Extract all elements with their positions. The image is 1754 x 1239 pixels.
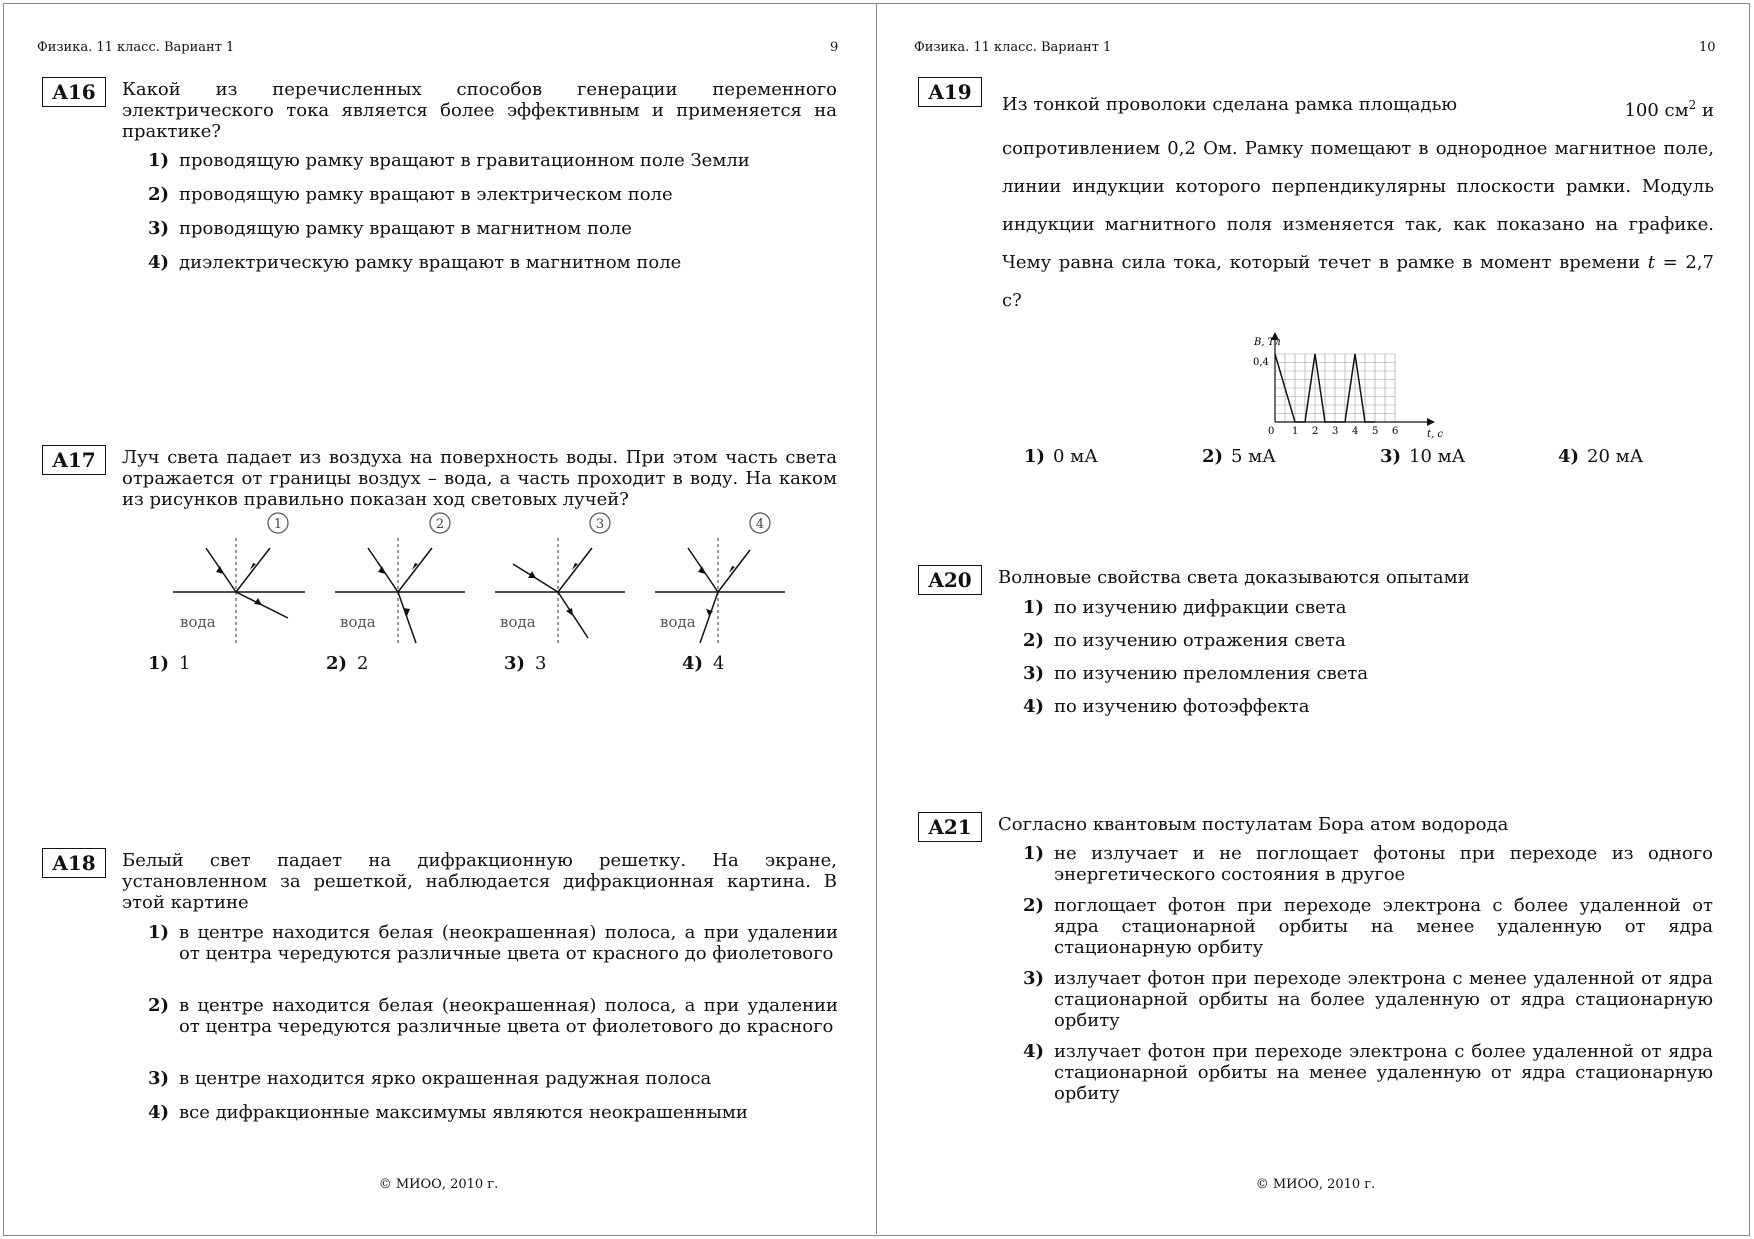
x-tick-label: 2 — [1312, 426, 1319, 437]
option-text: не излучает и не поглощает фотоны при переходе из одного энергетического состояния в другое — [1054, 843, 1713, 885]
option-number: 2) — [148, 184, 170, 205]
figure-number: 1 — [273, 517, 283, 532]
option-number: 4) — [1023, 1041, 1045, 1062]
option-a21-2 — [1023, 895, 1713, 961]
option-number: 4) — [148, 1102, 170, 1123]
option-a16-4 — [148, 252, 848, 276]
x-ticks — [1268, 426, 1398, 437]
option-text: диэлектрическую рамку вращают в магнитном поле — [179, 252, 682, 273]
time-variable: t — [1647, 252, 1655, 273]
x-tick-label: 1 — [1292, 426, 1299, 437]
option-number: 3) — [504, 653, 526, 674]
question-text-a16: Какой из перечисленных способов генерации переменного электрического тока является более эффективным и применяется на практике? — [122, 79, 837, 142]
option-number: 2) — [148, 995, 170, 1016]
x-tick-label: 3 — [1332, 426, 1339, 437]
option-number: 4) — [1023, 696, 1045, 717]
option-a20-1 — [1023, 597, 1713, 621]
option-a18-4 — [148, 1102, 838, 1126]
option-a18-2 — [148, 995, 838, 1061]
right-page — [877, 0, 1754, 1239]
option-text: излучает фотон при переходе электрона с менее удаленной от ядра стационарной орбиты на более удаленную от ядра стационарную орбиту — [1054, 968, 1713, 1031]
header-title: Физика. 11 класс. Вариант 1 — [37, 40, 235, 55]
page-number: 9 — [830, 40, 839, 55]
option-a19-2 — [1202, 446, 1276, 467]
ray-figure-4 — [655, 513, 785, 643]
option-number: 3) — [1380, 446, 1402, 467]
question-text-a17: Луч света падает из воздуха на поверхность воды. При этом часть света отражается от границы воздух – вода, а часть проходит в воду. На каком из рисунков правильно показан ход световых лучей? — [122, 447, 837, 510]
question-label-a19: A19 — [918, 77, 982, 107]
figure-number: 3 — [595, 517, 605, 532]
question-label-a17: A17 — [42, 445, 106, 475]
time-value: = 2,7 с? — [1002, 252, 1714, 311]
option-a17-2 — [326, 653, 426, 677]
header-title: Физика. 11 класс. Вариант 1 — [914, 40, 1112, 55]
figure-number: 4 — [755, 517, 765, 532]
option-number: 4) — [1558, 446, 1580, 467]
area-exponent: 2 — [1688, 98, 1697, 112]
y-tick-label: 0,4 — [1253, 357, 1269, 368]
option-text: в центре находится белая (неокрашенная) полоса, а при удалении от центра чередуются различные цвета от фиолетового до красного — [179, 995, 838, 1037]
question-label-a18: A18 — [42, 848, 106, 878]
question-label-a21: A21 — [918, 812, 982, 842]
text-part: сопротивлением 0,2 Ом. Рамку помещают в однородное магнитное поле, линии индукции которого перпендикулярны плоскости рамки. Модуль индукции магнитного поля изменяется так, как показано на графике. Чему равна сила тока, который течет в рамке в момент времени — [1002, 138, 1714, 273]
option-a18-1 — [148, 922, 838, 988]
option-number: 3) — [1023, 968, 1045, 989]
option-a20-4 — [1023, 696, 1713, 720]
option-a19-4 — [1558, 446, 1643, 467]
medium-label: вода — [500, 613, 536, 631]
question-text-a20: Волновые свойства света доказываются опытами — [998, 567, 1470, 588]
text-part: Из тонкой проволоки сделана рамка площадью — [1002, 94, 1458, 115]
x-axis-arrow — [1427, 418, 1435, 426]
ray-diagrams — [160, 508, 800, 648]
option-text: 10 мА — [1409, 446, 1466, 467]
area-number: 100 см — [1624, 100, 1689, 121]
option-text: проводящую рамку вращают в магнитном поле — [179, 218, 632, 239]
chart-grid — [1275, 354, 1395, 422]
question-text-a18: Белый свет падает на дифракционную решетку. На экране, установленном за решеткой, наблюдается дифракционная картина. В этой картине — [122, 850, 837, 913]
option-a17-4 — [682, 653, 782, 677]
option-text: в центре находится белая (неокрашенная) полоса, а при удалении от центра чередуются различные цвета от красного до фиолетового — [179, 922, 838, 964]
option-text: 4 — [713, 653, 725, 674]
medium-label: вода — [340, 613, 376, 631]
option-a17-1 — [148, 653, 248, 677]
option-text: 1 — [179, 653, 191, 674]
y-axis-label: B, Тл — [1254, 337, 1281, 348]
option-text: в центре находится ярко окрашенная радужная полоса — [179, 1068, 712, 1089]
option-text: 20 мА — [1587, 446, 1644, 467]
option-number: 1) — [1023, 597, 1045, 618]
option-a17-3 — [504, 653, 604, 677]
figure-number: 2 — [435, 517, 445, 532]
question-line-1 — [1002, 86, 1714, 130]
option-a16-1 — [148, 150, 848, 174]
x-tick-label: 5 — [1372, 426, 1379, 437]
option-number: 3) — [148, 218, 170, 239]
option-a18-3 — [148, 1068, 838, 1092]
option-text: 3 — [535, 653, 547, 674]
option-number: 2) — [1202, 446, 1224, 467]
option-a19-3 — [1380, 446, 1465, 467]
option-text: по изучению фотоэффекта — [1054, 696, 1310, 717]
option-text: поглощает фотон при переходе электрона с более удаленной от ядра стационарной орбиты на менее удаленную от ядра стационарную орбиту — [1054, 895, 1713, 958]
b-vs-t-chart — [1252, 330, 1452, 442]
option-a20-2 — [1023, 630, 1713, 654]
x-axis-label: t, с — [1427, 429, 1443, 440]
option-number: 4) — [682, 653, 704, 674]
x-tick-label: 0 — [1268, 426, 1275, 437]
option-a21-1 — [1023, 843, 1713, 887]
option-number: 2) — [1023, 630, 1045, 651]
page-number: 10 — [1699, 40, 1716, 55]
medium-label: вода — [180, 613, 216, 631]
ray-figure-2 — [335, 513, 465, 643]
option-text: проводящую рамку вращают в электрическом поле — [179, 184, 673, 205]
question-label-a20: A20 — [918, 565, 982, 595]
option-text: 0 мА — [1053, 446, 1098, 467]
option-number: 3) — [1023, 663, 1045, 684]
option-text: все дифракционные максимумы являются неокрашенными — [179, 1102, 748, 1123]
ray-figure-1 — [173, 513, 305, 643]
x-tick-label: 6 — [1392, 426, 1399, 437]
option-text: 2 — [357, 653, 369, 674]
option-number: 1) — [1024, 446, 1046, 467]
question-label-a16: A16 — [42, 77, 106, 107]
option-a16-2 — [148, 184, 848, 208]
question-text-a19 — [1002, 86, 1714, 320]
option-a21-4 — [1023, 1041, 1713, 1107]
option-number: 4) — [148, 252, 170, 273]
option-a19-1 — [1024, 446, 1098, 467]
option-text: по изучению преломления света — [1054, 663, 1369, 684]
ray-figure-3 — [495, 513, 625, 643]
option-a20-3 — [1023, 663, 1713, 687]
x-tick-label: 4 — [1352, 426, 1359, 437]
option-text: 5 мА — [1231, 446, 1276, 467]
footer-copyright: © МИОО, 2010 г. — [378, 1177, 499, 1192]
option-number: 2) — [1023, 895, 1045, 916]
option-a16-3 — [148, 218, 848, 242]
medium-label: вода — [660, 613, 696, 631]
footer-copyright: © МИОО, 2010 г. — [1255, 1177, 1376, 1192]
option-text: по изучению отражения света — [1054, 630, 1346, 651]
option-text: излучает фотон при переходе электрона с более удаленной от ядра стационарной орбиты на менее удаленную от ядра стационарную орбиту — [1054, 1041, 1713, 1104]
option-text: по изучению дифракции света — [1054, 597, 1347, 618]
option-number: 1) — [148, 653, 170, 674]
option-number: 2) — [326, 653, 348, 674]
option-text: проводящую рамку вращают в гравитационном поле Земли — [179, 150, 750, 171]
area-value — [1624, 86, 1714, 130]
option-number: 3) — [148, 1068, 170, 1089]
question-text-a21: Согласно квантовым постулатам Бора атом водорода — [998, 814, 1509, 835]
option-number: 1) — [148, 150, 170, 171]
option-number: 1) — [1023, 843, 1045, 864]
text-part: и — [1702, 100, 1714, 121]
option-number: 1) — [148, 922, 170, 943]
option-a21-3 — [1023, 968, 1713, 1034]
